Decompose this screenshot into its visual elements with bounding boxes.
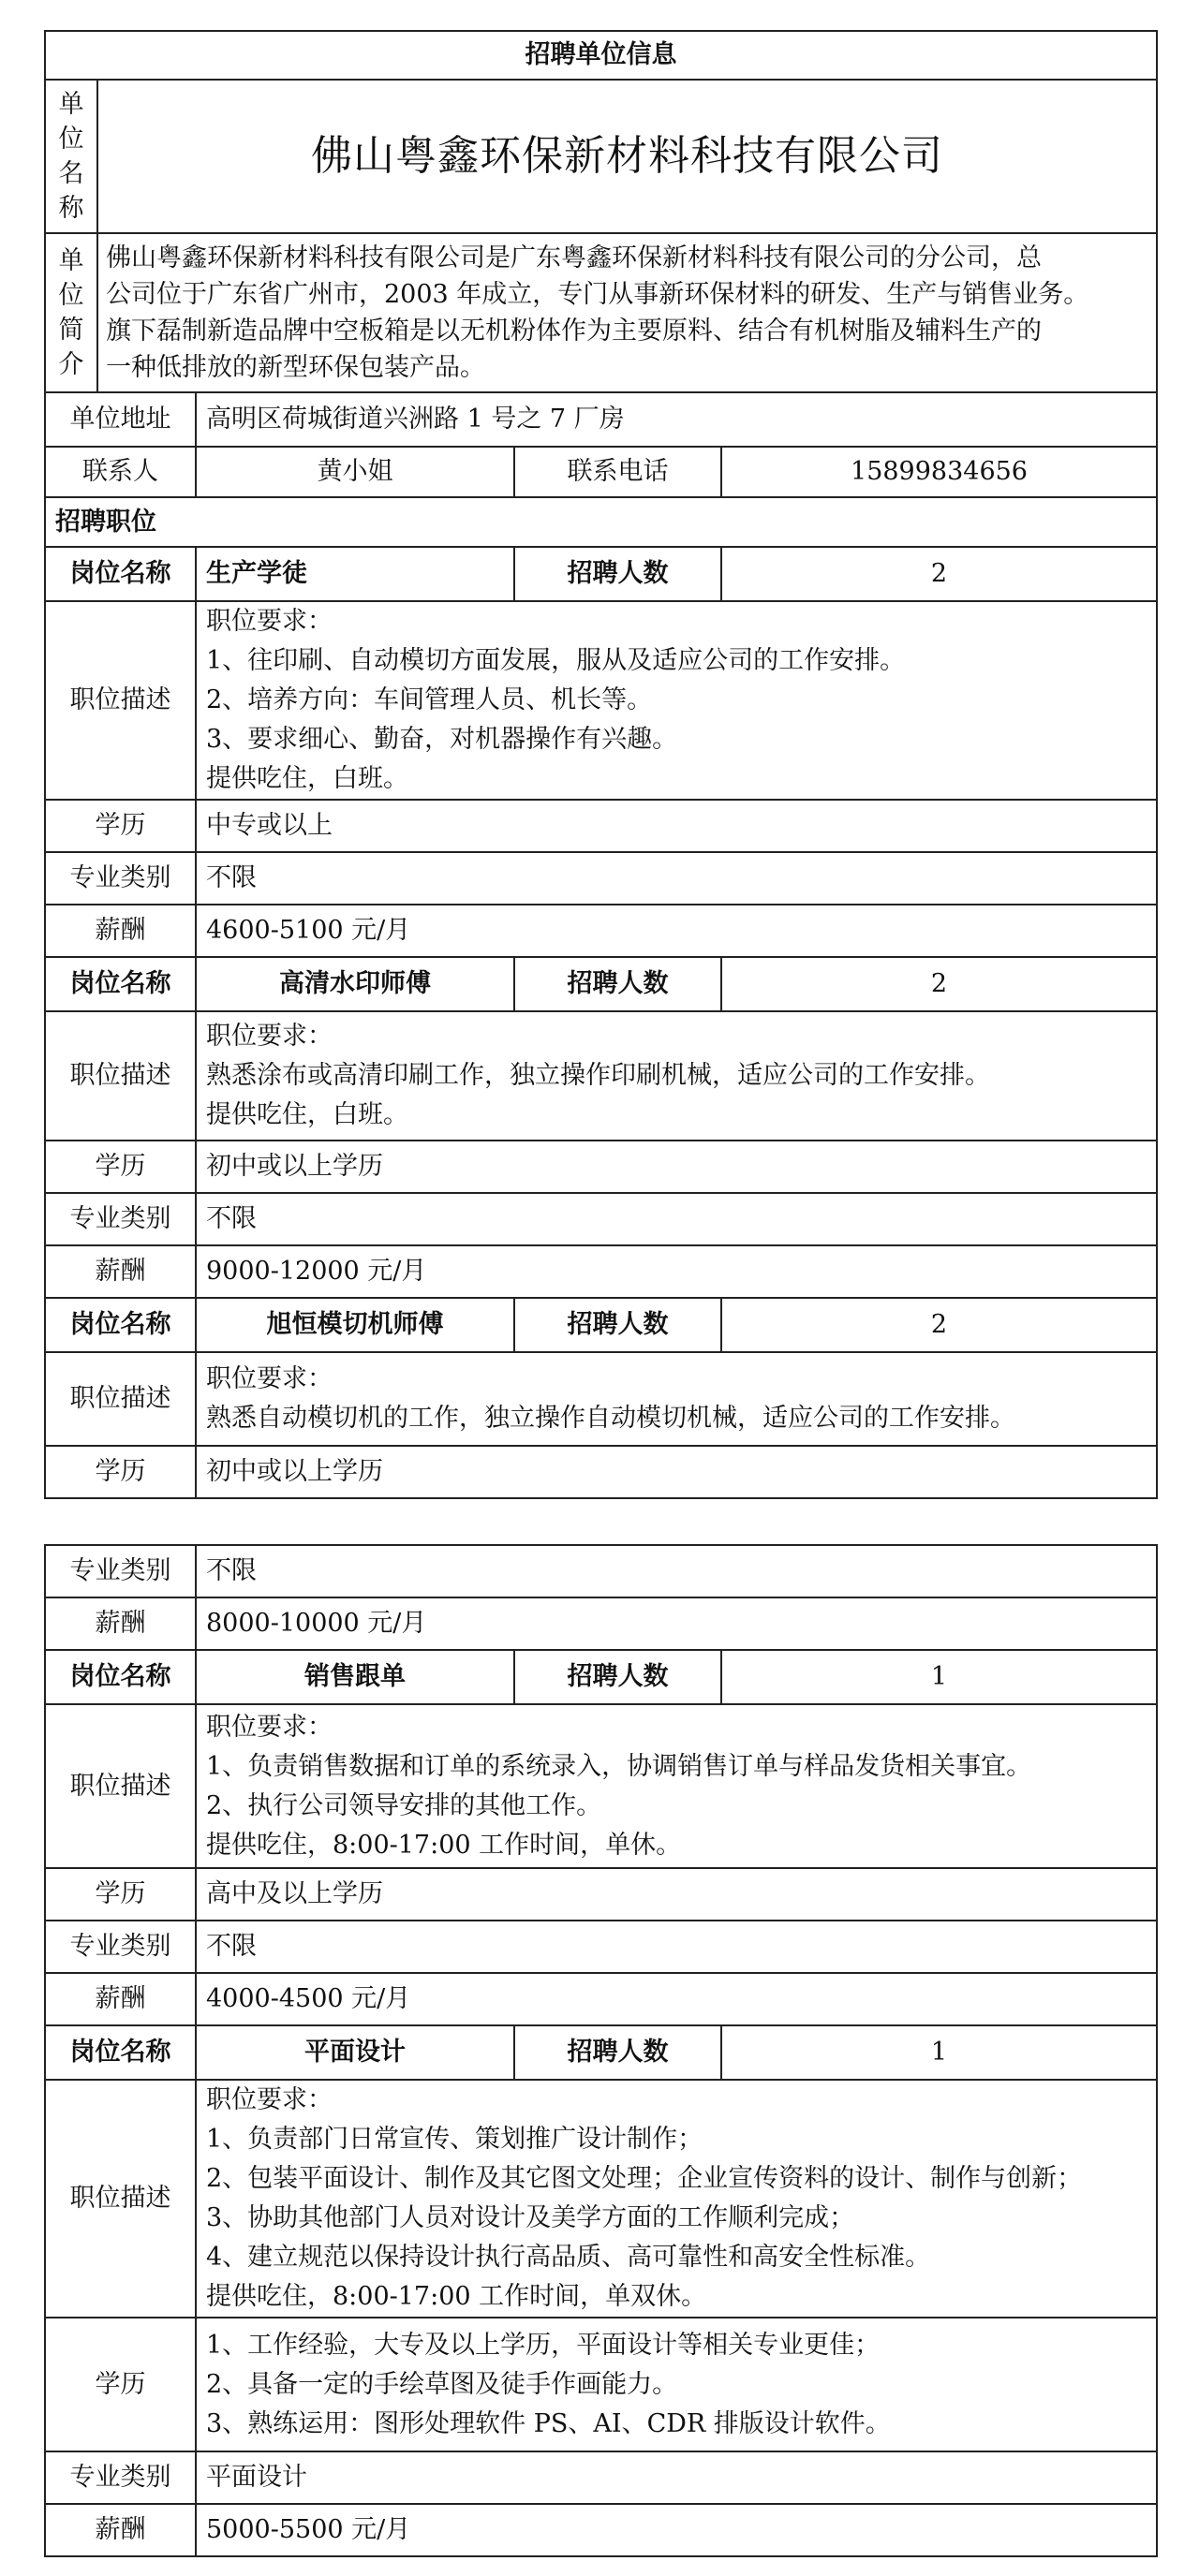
recruitment-table-part1 — [44, 30, 1158, 1499]
job-count-label: 招聘人数 — [514, 2025, 721, 2080]
job-position-label: 岗位名称 — [45, 2025, 196, 2080]
job-edu-label: 学历 — [45, 1868, 196, 1921]
job-count-label: 招聘人数 — [514, 1650, 721, 1704]
job-major: 不限 — [196, 852, 1157, 905]
recruitment-table-part2 — [44, 1544, 1158, 2557]
job-edu-label: 学历 — [45, 1446, 196, 1498]
job-major: 不限 — [196, 1545, 1157, 1597]
job-edu: 高中及以上学历 — [196, 1868, 1157, 1921]
job-count: 1 — [721, 1650, 1157, 1704]
job-major-label: 专业类别 — [45, 2451, 196, 2504]
job-salary-label: 薪酬 — [45, 2504, 196, 2556]
job-desc-label: 职位描述 — [45, 601, 196, 800]
job-desc-label: 职位描述 — [45, 2080, 196, 2318]
job-major-label: 专业类别 — [45, 1193, 196, 1245]
job-major-label: 专业类别 — [45, 1545, 196, 1597]
job-position-label: 岗位名称 — [45, 547, 196, 601]
job-title: 生产学徒 — [196, 547, 514, 601]
job-major: 不限 — [196, 1193, 1157, 1245]
job-count: 2 — [721, 1298, 1157, 1352]
job-desc: 职位要求： 熟悉涂布或高清印刷工作，独立操作印刷机械，适应公司的工作安排。 提供吃住，白班。 — [196, 1011, 1157, 1141]
job-salary: 4000-4500 元/月 — [196, 1973, 1157, 2025]
job-salary-label: 薪酬 — [45, 1597, 196, 1650]
job-title: 高清水印师傅 — [196, 957, 514, 1011]
company-intro: 佛山粤鑫环保新材料科技有限公司是广东粤鑫环保新材料科技有限公司的分公司，总 公司位于广东省广州市，2003 年成立，专门从事新环保材料的研发、生产与销售业务。 旗下磊制新造品牌中空板箱是以无机粉体作为主要原料、结合有机树脂及辅料生产的 一种低排放的新型环保包装产品。 — [97, 233, 1157, 392]
address-value: 高明区荷城街道兴洲路 1 号之 7 厂房 — [196, 392, 1157, 447]
job-position-label: 岗位名称 — [45, 1298, 196, 1352]
page-break-gap — [44, 1499, 1156, 1544]
job-edu: 初中或以上学历 — [196, 1141, 1157, 1193]
job-count: 2 — [721, 957, 1157, 1011]
job-salary: 4600-5100 元/月 — [196, 905, 1157, 957]
job-edu-label: 学历 — [45, 1141, 196, 1193]
company-name: 佛山粤鑫环保新材料科技有限公司 — [97, 80, 1157, 233]
job-position-label: 岗位名称 — [45, 1650, 196, 1704]
job-title: 平面设计 — [196, 2025, 514, 2080]
job-major: 平面设计 — [196, 2451, 1157, 2504]
job-title: 销售跟单 — [196, 1650, 514, 1704]
company-intro-label: 单 位 简 介 — [45, 233, 97, 392]
job-salary-label: 薪酬 — [45, 1973, 196, 2025]
company-name-label: 单 位 名 称 — [45, 80, 97, 233]
section-title: 招聘职位 — [45, 497, 1157, 547]
job-count-label: 招聘人数 — [514, 957, 721, 1011]
job-edu: 中专或以上 — [196, 800, 1157, 852]
job-desc: 职位要求： 1、负责销售数据和订单的系统录入，协调销售订单与样品发货相关事宜。 2、执行公司领导安排的其他工作。 提供吃住，8:00-17:00 工作时间，单休。 — [196, 1704, 1157, 1868]
job-count: 1 — [721, 2025, 1157, 2080]
job-salary-label: 薪酬 — [45, 1245, 196, 1298]
phone-label: 联系电话 — [514, 447, 721, 497]
job-title: 旭恒模切机师傅 — [196, 1298, 514, 1352]
job-edu-label: 学历 — [45, 2318, 196, 2451]
job-major: 不限 — [196, 1921, 1157, 1973]
job-salary-label: 薪酬 — [45, 905, 196, 957]
header-title: 招聘单位信息 — [45, 31, 1157, 80]
recruitment-document — [44, 30, 1156, 2557]
address-label: 单位地址 — [45, 392, 196, 447]
job-desc: 职位要求： 熟悉自动模切机的工作，独立操作自动模切机械，适应公司的工作安排。 — [196, 1352, 1157, 1446]
job-edu: 初中或以上学历 — [196, 1446, 1157, 1498]
job-desc: 职位要求： 1、往印刷、自动模切方面发展，服从及适应公司的工作安排。 2、培养方向：车间管理人员、机长等。 3、要求细心、勤奋，对机器操作有兴趣。 提供吃住，白班。 — [196, 601, 1157, 800]
job-salary: 9000-12000 元/月 — [196, 1245, 1157, 1298]
contact-label: 联系人 — [45, 447, 196, 497]
job-desc-label: 职位描述 — [45, 1352, 196, 1446]
job-edu: 1、工作经验，大专及以上学历，平面设计等相关专业更佳； 2、具备一定的手绘草图及徒手作画能力。 3、熟练运用：图形处理软件 PS、AI、CDR 排版设计软件。 — [196, 2318, 1157, 2451]
job-count-label: 招聘人数 — [514, 547, 721, 601]
job-major-label: 专业类别 — [45, 852, 196, 905]
job-salary: 8000-10000 元/月 — [196, 1597, 1157, 1650]
job-count: 2 — [721, 547, 1157, 601]
job-desc-label: 职位描述 — [45, 1011, 196, 1141]
phone-value: 15899834656 — [721, 447, 1157, 497]
job-edu-label: 学历 — [45, 800, 196, 852]
contact-value: 黄小姐 — [196, 447, 514, 497]
job-desc-label: 职位描述 — [45, 1704, 196, 1868]
job-position-label: 岗位名称 — [45, 957, 196, 1011]
job-salary: 5000-5500 元/月 — [196, 2504, 1157, 2556]
job-major-label: 专业类别 — [45, 1921, 196, 1973]
job-desc: 职位要求： 1、负责部门日常宣传、策划推广设计制作； 2、包装平面设计、制作及其它图文处理；企业宣传资料的设计、制作与创新； 3、协助其他部门人员对设计及美学方面的工作顺利完成； 4、建立规范以保持设计执行高品质、高可靠性和高安全性标准。 提供吃住，8:00-17:00 工作时间，单双休。 — [196, 2080, 1157, 2318]
job-count-label: 招聘人数 — [514, 1298, 721, 1352]
